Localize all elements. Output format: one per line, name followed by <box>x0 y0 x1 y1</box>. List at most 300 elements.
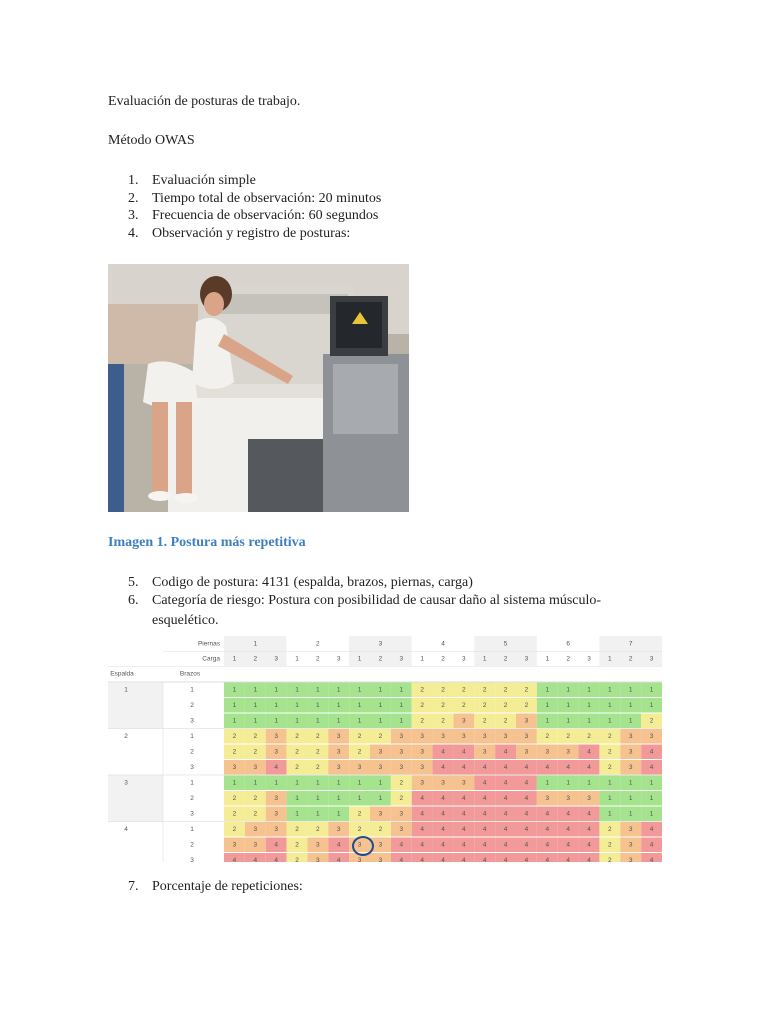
risk-cell-value: 4 <box>503 841 508 849</box>
risk-cell-value: 4 <box>441 794 445 802</box>
risk-cell-value: 4 <box>232 856 237 862</box>
brazos-value: 2 <box>190 748 194 756</box>
risk-cell-value: 2 <box>253 794 258 802</box>
risk-cell-value: 4 <box>399 841 404 849</box>
risk-cell-value: 1 <box>274 779 278 787</box>
risk-cell-value: 4 <box>441 825 445 833</box>
risk-cell-value: 1 <box>628 779 633 787</box>
risk-cell-value: 2 <box>482 701 487 709</box>
risk-cell-value: 1 <box>316 810 320 818</box>
risk-cell-value: 4 <box>462 825 466 833</box>
risk-cell-value: 4 <box>441 856 445 862</box>
risk-cell-value: 2 <box>524 701 529 709</box>
carga-header: 3 <box>649 655 654 663</box>
risk-cell-value: 1 <box>399 717 404 725</box>
espalda-label: Espalda <box>110 670 134 678</box>
risk-cell-value: 4 <box>566 810 570 818</box>
carga-header: 1 <box>420 655 424 663</box>
risk-cell-value: 4 <box>524 763 529 771</box>
risk-cell-value: 3 <box>462 732 466 740</box>
risk-cell-value: 3 <box>232 763 237 771</box>
carga-header: 3 <box>399 655 404 663</box>
risk-cell-value: 2 <box>232 825 237 833</box>
risk-cell-value: 4 <box>462 856 466 862</box>
risk-cell-value: 1 <box>253 717 258 725</box>
risk-cell-value: 4 <box>649 856 654 862</box>
risk-cell-value: 4 <box>587 748 591 756</box>
risk-cell-value: 4 <box>420 810 424 818</box>
risk-cell-value: 1 <box>378 717 383 725</box>
list-item: 5. Codigo de postura: 4131 (espalda, brazos, piernas, carga) <box>128 575 473 590</box>
risk-cell-value: 2 <box>462 686 466 694</box>
risk-cell-value: 3 <box>420 748 424 756</box>
espalda-value: 4 <box>124 826 128 834</box>
risk-cell-value: 4 <box>524 841 529 849</box>
risk-cell-value: 2 <box>566 732 570 740</box>
risk-cell-value: 3 <box>274 794 278 802</box>
percent-list <box>108 878 303 896</box>
risk-cell-value: 1 <box>336 810 341 818</box>
risk-cell-value: 3 <box>628 856 633 862</box>
risk-cell-value: 3 <box>587 794 591 802</box>
risk-cell-value: 3 <box>274 825 278 833</box>
risk-cell-value: 4 <box>441 748 445 756</box>
image-caption: Imagen 1. Postura más repetitiva <box>108 535 306 550</box>
risk-cell-value: 1 <box>378 794 383 802</box>
risk-cell-value: 3 <box>628 825 633 833</box>
carga-header: 1 <box>295 655 299 663</box>
piernas-header: 7 <box>628 640 633 648</box>
risk-cell-value: 4 <box>566 841 570 849</box>
risk-cell-value: 4 <box>587 856 591 862</box>
piernas-header: 2 <box>316 640 320 648</box>
risk-cell-value: 4 <box>420 794 424 802</box>
carga-header: 2 <box>566 655 570 663</box>
risk-cell-value: 1 <box>608 701 612 709</box>
risk-cell-value: 1 <box>274 701 278 709</box>
risk-cell-value: 4 <box>587 810 591 818</box>
risk-cell-value: 2 <box>232 810 237 818</box>
risk-cell-value: 2 <box>608 732 612 740</box>
risk-cell-value: 4 <box>566 856 570 862</box>
risk-cell-value: 1 <box>628 701 633 709</box>
risk-cell-value: 4 <box>524 856 529 862</box>
risk-cell-value: 1 <box>253 686 258 694</box>
risk-cell-value: 1 <box>316 717 320 725</box>
risk-cell-value: 1 <box>649 701 654 709</box>
carga-header: 3 <box>274 655 278 663</box>
risk-cell-value: 2 <box>232 794 237 802</box>
risk-cell-value: 1 <box>587 686 591 694</box>
risk-cell-value: 3 <box>441 732 445 740</box>
risk-cell-value: 2 <box>608 763 612 771</box>
risk-cell-value: 4 <box>566 825 570 833</box>
risk-cell-value: 3 <box>545 748 550 756</box>
list-item: 3. Frecuencia de observación: 60 segundos <box>128 208 379 223</box>
risk-cell-value: 1 <box>545 717 550 725</box>
worker-photo <box>108 264 409 512</box>
risk-cell-value: 1 <box>295 779 299 787</box>
carga-header: 3 <box>524 655 529 663</box>
risk-cell-value: 3 <box>357 856 362 862</box>
risk-cell-value: 2 <box>295 856 299 862</box>
risk-cell-value: 2 <box>295 732 299 740</box>
risk-cell-value: 2 <box>608 825 612 833</box>
piernas-header: 3 <box>378 640 383 648</box>
risk-cell-value: 4 <box>482 856 487 862</box>
brazos-value: 2 <box>190 841 194 849</box>
brazos-value: 1 <box>190 686 194 694</box>
risk-cell-value: 2 <box>357 825 362 833</box>
risk-cell-value: 1 <box>253 779 258 787</box>
risk-cell-value: 1 <box>378 779 383 787</box>
piernas-header: 1 <box>253 640 258 648</box>
risk-cell-value: 1 <box>274 717 278 725</box>
risk-cell-value: 4 <box>503 825 508 833</box>
risk-cell-value: 2 <box>608 856 612 862</box>
risk-cell-value: 4 <box>503 748 508 756</box>
risk-cell-value: 2 <box>295 763 299 771</box>
carga-header: 2 <box>253 655 258 663</box>
risk-cell-value: 1 <box>399 686 404 694</box>
risk-cell-value: 3 <box>482 732 487 740</box>
espalda-value: 2 <box>124 733 128 741</box>
piernas-header: 5 <box>503 640 508 648</box>
risk-cell-value: 1 <box>649 810 654 818</box>
risk-cell-value: 4 <box>649 825 654 833</box>
risk-cell-value: 4 <box>420 841 424 849</box>
list-item: esquelético. <box>152 613 219 628</box>
risk-cell-value: 1 <box>608 794 612 802</box>
risk-cell-value: 3 <box>274 748 278 756</box>
risk-cell-value: 3 <box>253 841 258 849</box>
risk-cell-value: 3 <box>545 794 550 802</box>
risk-cell-value: 3 <box>462 779 466 787</box>
risk-cell-value: 2 <box>399 779 404 787</box>
risk-cell-value: 3 <box>274 810 278 818</box>
risk-cell-value: 1 <box>295 810 299 818</box>
risk-cell-value: 1 <box>336 686 341 694</box>
risk-cell-value: 2 <box>253 748 258 756</box>
risk-cell-value: 1 <box>295 686 299 694</box>
risk-cell-value: 1 <box>587 701 591 709</box>
brazos-value: 3 <box>190 810 194 818</box>
carga-label: Carga <box>202 655 220 663</box>
risk-cell-value: 2 <box>399 794 404 802</box>
brazos-value: 3 <box>190 856 194 862</box>
risk-cell-value: 3 <box>316 841 320 849</box>
risk-cell-value: 1 <box>232 717 237 725</box>
risk-cell-value: 4 <box>482 841 487 849</box>
risk-cell-value: 4 <box>482 794 487 802</box>
risk-cell-value: 4 <box>420 856 424 862</box>
risk-cell-value: 2 <box>378 732 383 740</box>
risk-cell-value: 2 <box>232 732 237 740</box>
risk-cell-value: 2 <box>608 841 612 849</box>
espalda-group-bg <box>108 822 163 863</box>
risk-cell-value: 2 <box>316 763 320 771</box>
risk-cell-value: 3 <box>628 748 633 756</box>
risk-cell-value: 4 <box>503 763 508 771</box>
risk-cell-value: 4 <box>399 856 404 862</box>
brazos-value: 1 <box>190 825 194 833</box>
list-item: 6. Categoría de riesgo: Postura con posibilidad de causar daño al sistema músculo- <box>128 592 602 608</box>
brazos-value: 1 <box>190 779 194 787</box>
risk-cell-value: 4 <box>503 794 508 802</box>
risk-cell-value: 3 <box>336 763 341 771</box>
risk-cell-value: 1 <box>253 701 258 709</box>
risk-cell-value: 3 <box>420 732 424 740</box>
risk-cell-value: 4 <box>503 810 508 818</box>
risk-cell-value: 3 <box>357 841 362 849</box>
risk-cell-value: 1 <box>274 686 278 694</box>
risk-cell-value: 1 <box>608 779 612 787</box>
risk-cell-value: 1 <box>295 717 299 725</box>
risk-cell-value: 2 <box>649 717 654 725</box>
risk-cell-value: 1 <box>608 717 612 725</box>
risk-cell-value: 3 <box>524 717 529 725</box>
risk-cell-value: 3 <box>399 732 404 740</box>
risk-cell-value: 2 <box>503 701 508 709</box>
risk-cell-value: 3 <box>378 748 383 756</box>
risk-cell-value: 1 <box>649 686 654 694</box>
risk-cell-value: 3 <box>441 779 445 787</box>
piernas-header: 6 <box>566 640 570 648</box>
risk-cell-value: 2 <box>253 810 258 818</box>
risk-cell-value: 3 <box>420 779 424 787</box>
risk-cell-value: 3 <box>253 763 258 771</box>
risk-cell-value: 2 <box>503 686 508 694</box>
risk-cell-value: 1 <box>399 701 404 709</box>
risk-cell-value: 1 <box>295 701 299 709</box>
risk-cell-value: 4 <box>649 763 654 771</box>
risk-cell-value: 2 <box>545 732 550 740</box>
risk-cell-value: 2 <box>462 701 466 709</box>
risk-cell-value: 3 <box>399 825 404 833</box>
owas-risk-table <box>108 636 662 862</box>
risk-cell-value: 1 <box>608 686 612 694</box>
carga-header: 3 <box>336 655 341 663</box>
risk-cell-value: 2 <box>357 748 362 756</box>
risk-cell-value: 2 <box>441 686 445 694</box>
risk-cell-value: 4 <box>441 841 445 849</box>
risk-cell-value: 1 <box>336 717 341 725</box>
risk-cell-value: 4 <box>649 748 654 756</box>
risk-cell-value: 4 <box>482 810 487 818</box>
risk-cell-value: 3 <box>336 825 341 833</box>
risk-cell-value: 1 <box>545 701 550 709</box>
risk-cell-value: 1 <box>566 686 570 694</box>
risk-cell-value: 1 <box>232 686 237 694</box>
risk-cell-value: 3 <box>628 841 633 849</box>
risk-cell-value: 2 <box>295 825 299 833</box>
risk-cell-value: 2 <box>295 841 299 849</box>
list-item: 7. Porcentaje de repeticiones: <box>128 879 303 894</box>
risk-cell-value: 1 <box>316 686 320 694</box>
risk-cell-value: 4 <box>462 794 466 802</box>
risk-cell-value: 1 <box>336 794 341 802</box>
risk-cell-value: 1 <box>545 686 550 694</box>
risk-cell-value: 1 <box>232 701 237 709</box>
risk-cell-value: 4 <box>587 763 591 771</box>
risk-cell-value: 1 <box>628 810 633 818</box>
risk-cell-value: 3 <box>378 841 383 849</box>
risk-cell-value: 4 <box>462 748 466 756</box>
carga-header: 1 <box>608 655 612 663</box>
risk-cell-value: 2 <box>316 748 320 756</box>
risk-cell-value: 4 <box>420 825 424 833</box>
brazos-value: 3 <box>190 717 194 725</box>
risk-cell-value: 2 <box>357 810 362 818</box>
list-item: 1. Evaluación simple <box>128 173 256 188</box>
list-item: 4. Observación y registro de posturas: <box>128 225 351 241</box>
risk-cell-value: 4 <box>545 841 550 849</box>
brazos-value: 1 <box>190 732 194 740</box>
risk-cell-value: 2 <box>441 701 445 709</box>
risk-cell-value: 4 <box>253 856 258 862</box>
results-list <box>108 574 601 630</box>
risk-cell-value: 4 <box>441 763 445 771</box>
risk-cell-value: 3 <box>566 794 570 802</box>
risk-cell-value: 1 <box>628 717 633 725</box>
risk-cell-value: 2 <box>378 825 383 833</box>
risk-cell-value: 1 <box>295 794 299 802</box>
risk-cell-value: 4 <box>545 825 550 833</box>
piernas-header: 4 <box>441 640 445 648</box>
risk-cell-value: 1 <box>566 701 570 709</box>
risk-cell-value: 4 <box>482 779 487 787</box>
risk-cell-value: 3 <box>232 841 237 849</box>
steps-list <box>108 172 381 242</box>
risk-cell-value: 1 <box>545 779 550 787</box>
risk-cell-value: 3 <box>482 748 487 756</box>
risk-cell-value: 4 <box>462 841 466 849</box>
risk-cell-value: 3 <box>628 732 633 740</box>
risk-cell-value: 1 <box>587 779 591 787</box>
risk-cell-value: 4 <box>524 794 529 802</box>
risk-cell-value: 4 <box>482 763 487 771</box>
brazos-label: Brazos <box>179 670 201 678</box>
risk-cell-value: 1 <box>336 701 341 709</box>
risk-cell-value: 3 <box>628 763 633 771</box>
risk-cell-value: 1 <box>357 794 362 802</box>
risk-cell-value: 2 <box>482 686 487 694</box>
risk-cell-value: 2 <box>253 732 258 740</box>
risk-cell-value: 1 <box>378 686 383 694</box>
risk-cell-value: 3 <box>253 825 258 833</box>
document-title: Evaluación de posturas de trabajo. <box>108 94 301 109</box>
risk-cell-value: 4 <box>587 841 591 849</box>
risk-cell-value: 3 <box>399 763 404 771</box>
risk-cell-value: 1 <box>628 686 633 694</box>
risk-cell-value: 1 <box>649 779 654 787</box>
carga-header: 1 <box>232 655 237 663</box>
risk-cell-value: 3 <box>649 732 654 740</box>
risk-cell-value: 2 <box>524 686 529 694</box>
risk-cell-value: 3 <box>378 763 383 771</box>
risk-cell-value: 2 <box>441 717 445 725</box>
risk-cell-value: 1 <box>608 810 612 818</box>
risk-cell-value: 4 <box>274 841 278 849</box>
risk-cell-value: 2 <box>608 748 612 756</box>
risk-cell-value: 3 <box>336 732 341 740</box>
risk-cell-value: 2 <box>503 717 508 725</box>
risk-cell-value: 4 <box>566 763 570 771</box>
risk-cell-value: 4 <box>336 841 341 849</box>
carga-header: 3 <box>462 655 466 663</box>
risk-cell-value: 3 <box>378 856 383 862</box>
risk-cell-value: 4 <box>524 810 529 818</box>
risk-cell-value: 4 <box>587 825 591 833</box>
risk-cell-value: 2 <box>420 717 424 725</box>
risk-cell-value: 1 <box>357 717 362 725</box>
risk-cell-value: 3 <box>274 732 278 740</box>
risk-cell-value: 1 <box>357 701 362 709</box>
risk-cell-value: 4 <box>274 856 278 862</box>
carga-header: 1 <box>357 655 362 663</box>
risk-cell-value: 4 <box>336 856 341 862</box>
risk-cell-value: 4 <box>462 810 466 818</box>
risk-cell-value: 1 <box>357 779 362 787</box>
risk-cell-value: 1 <box>357 686 362 694</box>
risk-cell-value: 2 <box>482 717 487 725</box>
espalda-value: 3 <box>124 779 128 787</box>
risk-cell-value: 1 <box>378 701 383 709</box>
risk-cell-value: 2 <box>587 732 591 740</box>
piernas-label: Piernas <box>197 640 220 648</box>
risk-cell-value: 2 <box>295 748 299 756</box>
risk-cell-value: 4 <box>524 779 529 787</box>
espalda-group-bg <box>108 729 163 776</box>
carga-header: 2 <box>316 655 320 663</box>
espalda-group-bg <box>108 775 163 822</box>
owas-table-grid <box>108 636 662 862</box>
carga-header: 1 <box>482 655 487 663</box>
risk-cell-value: 4 <box>545 763 550 771</box>
carga-header: 2 <box>503 655 508 663</box>
risk-cell-value: 3 <box>462 717 466 725</box>
carga-header: 2 <box>628 655 633 663</box>
risk-cell-value: 4 <box>649 841 654 849</box>
risk-cell-value: 4 <box>545 810 550 818</box>
risk-cell-value: 3 <box>503 732 508 740</box>
risk-cell-value: 1 <box>649 794 654 802</box>
risk-cell-value: 3 <box>566 748 570 756</box>
risk-cell-value: 1 <box>628 794 633 802</box>
risk-cell-value: 1 <box>587 717 591 725</box>
risk-cell-value: 2 <box>420 701 424 709</box>
brazos-value: 2 <box>190 794 194 802</box>
risk-cell-value: 2 <box>232 748 237 756</box>
risk-cell-value: 1 <box>566 779 570 787</box>
brazos-value: 3 <box>190 763 194 771</box>
risk-cell-value: 3 <box>420 763 424 771</box>
risk-cell-value: 3 <box>399 810 404 818</box>
risk-cell-value: 4 <box>524 825 529 833</box>
carga-header: 3 <box>587 655 591 663</box>
risk-cell-value: 1 <box>316 701 320 709</box>
risk-cell-value: 4 <box>462 763 466 771</box>
risk-cell-value: 4 <box>503 856 508 862</box>
risk-cell-value: 1 <box>316 794 320 802</box>
carga-header: 2 <box>378 655 383 663</box>
risk-cell-value: 3 <box>524 748 529 756</box>
risk-cell-value: 4 <box>482 825 487 833</box>
risk-cell-value: 3 <box>378 810 383 818</box>
risk-cell-value: 3 <box>357 763 362 771</box>
method-label: Método OWAS <box>108 133 195 148</box>
risk-cell-value: 2 <box>316 732 320 740</box>
